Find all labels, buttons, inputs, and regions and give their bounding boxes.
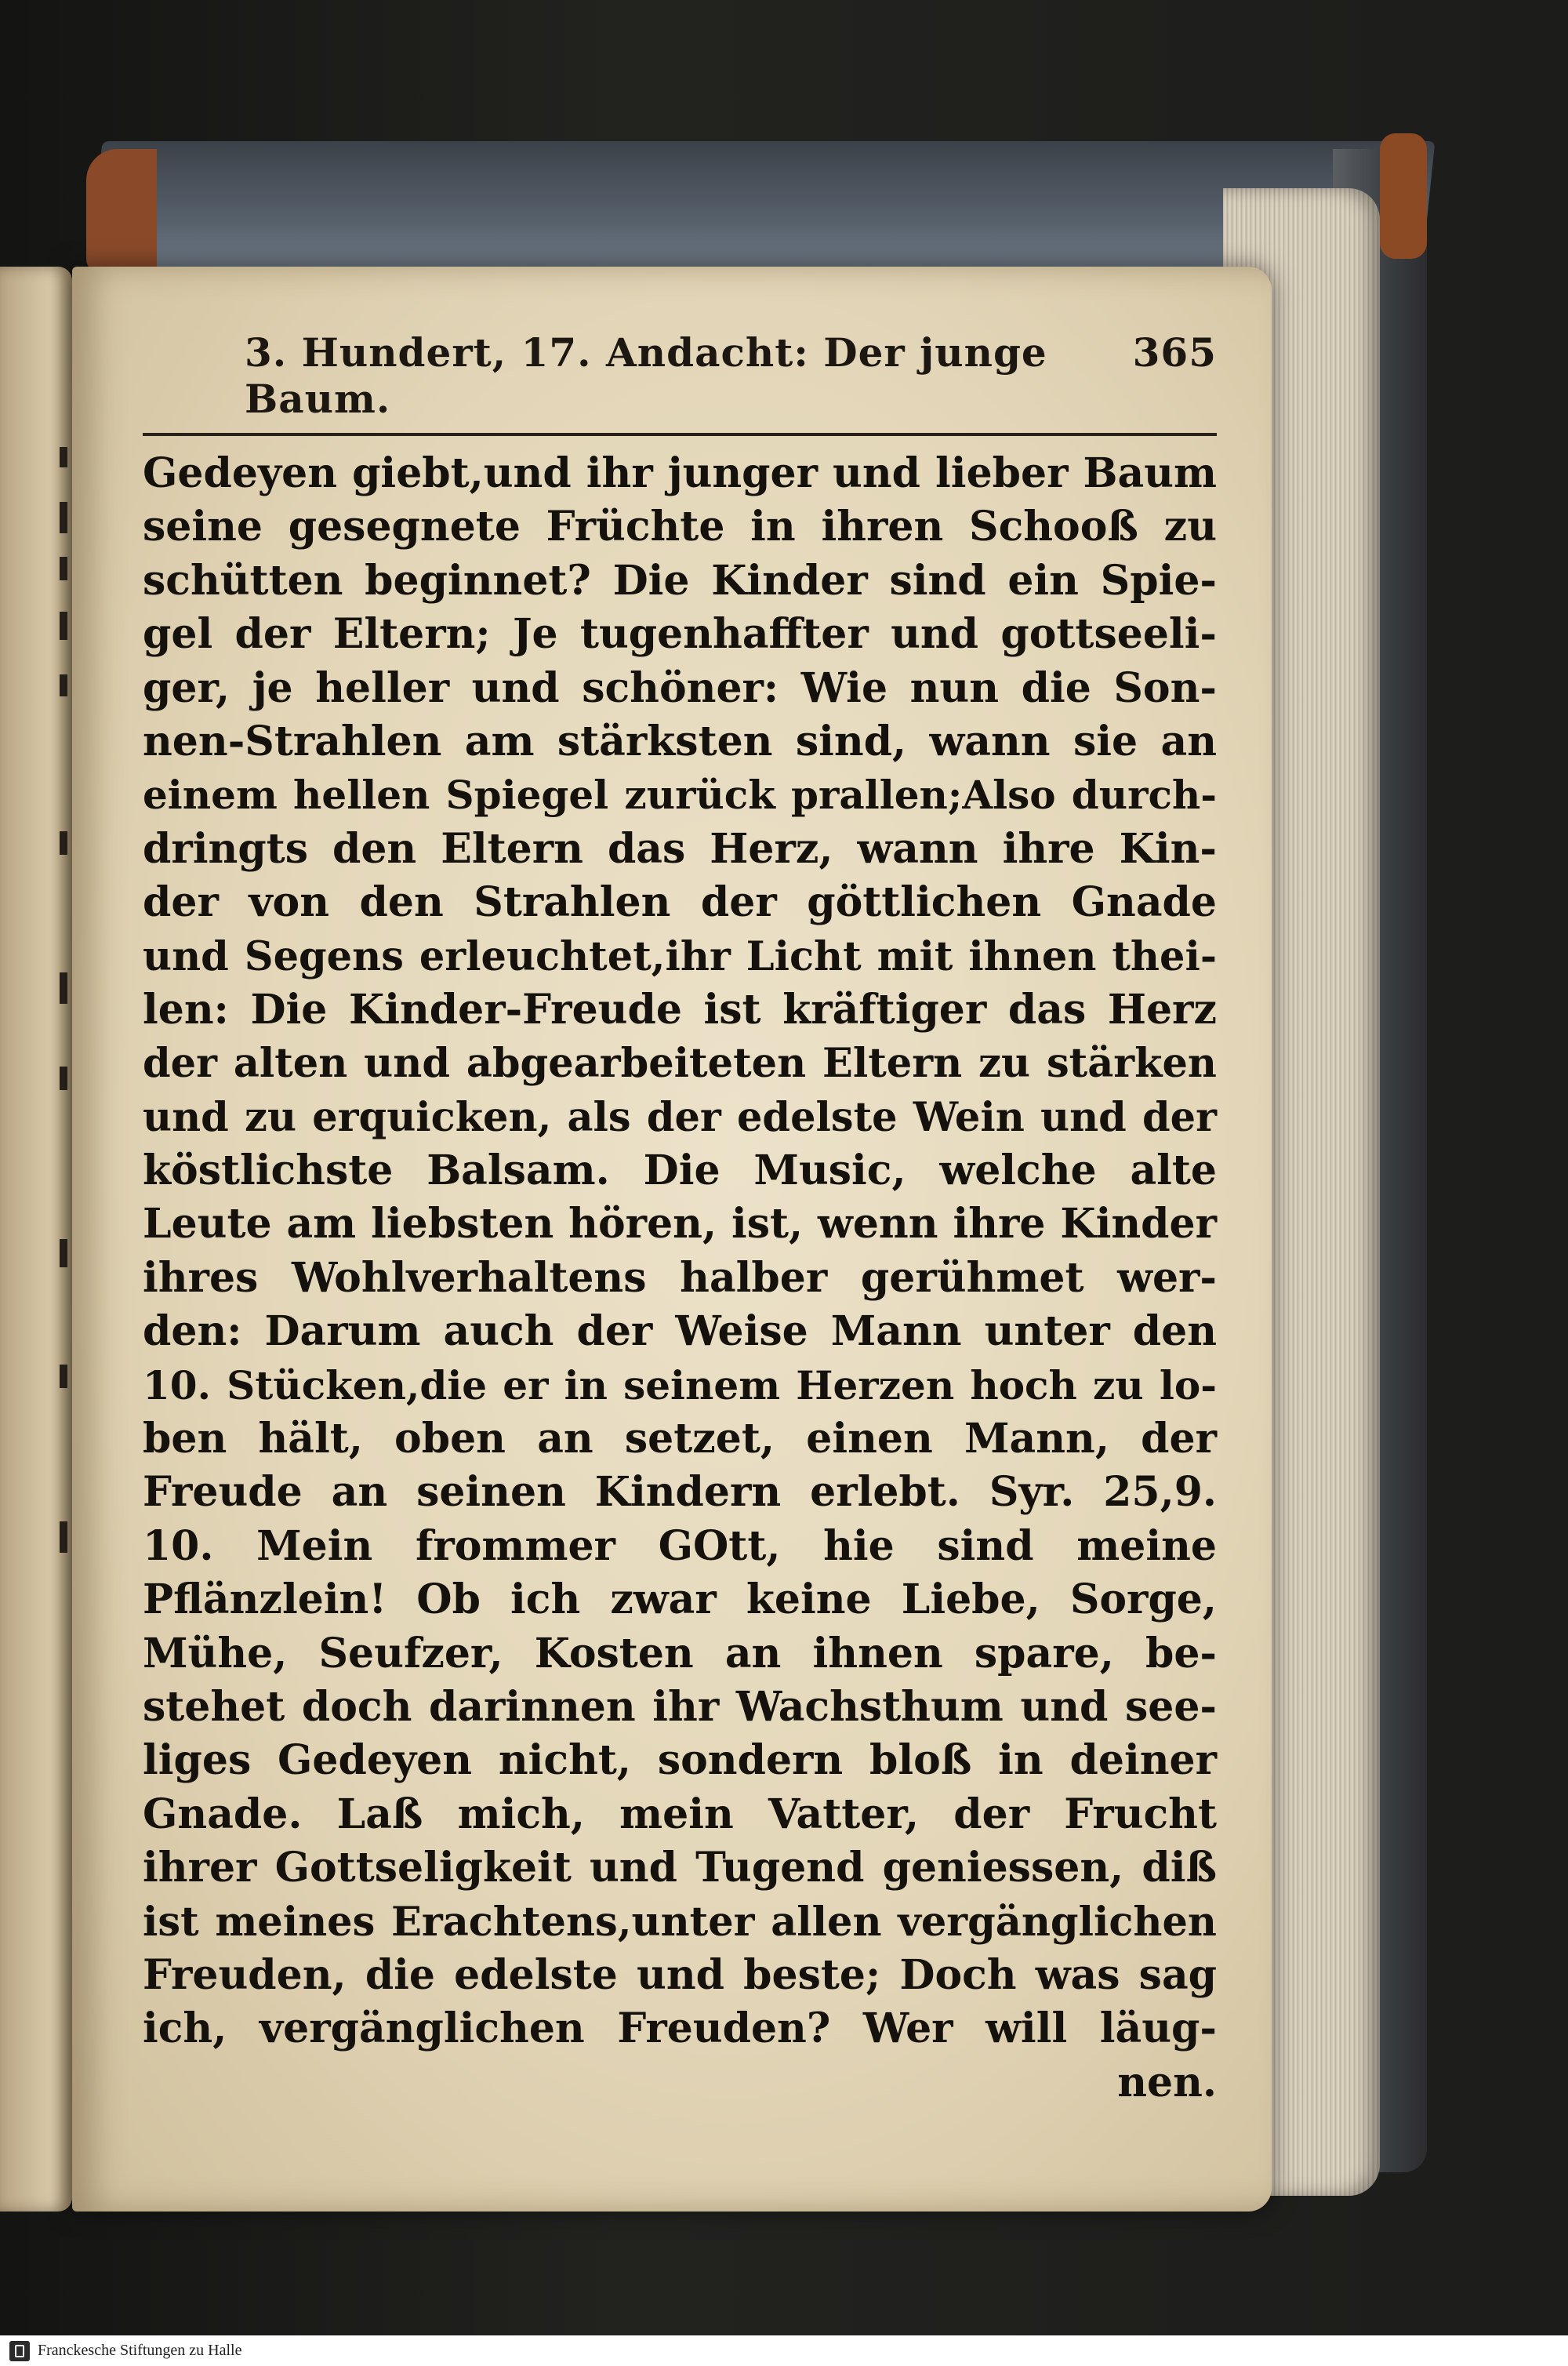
page-number: 365 — [1132, 329, 1217, 376]
text-line: Leute am liebsten hören, ist, wenn ihre Kinder — [143, 1200, 1217, 1248]
body-text — [143, 447, 1217, 2056]
text-line: einem hellen Spiegel zurück prallen;Also durch- — [143, 772, 1217, 819]
text-line: Pflänzlein! Ob ich zwar keine Liebe, Sorge, — [143, 1576, 1217, 1624]
footer-institution: Franckesche Stiftungen zu Halle — [38, 2342, 242, 2359]
previous-page-glyph — [60, 674, 67, 696]
header-rule — [143, 433, 1217, 436]
text-line: ger, je heller und schöner: Wie nun die Son- — [143, 663, 1217, 712]
running-head-title: 3. Hundert, 17. Andacht: Der junge Baum. — [245, 329, 1047, 422]
text-line: und zu erquicken, als der edelste Wein und der — [143, 1093, 1217, 1141]
running-head — [143, 329, 1217, 422]
previous-page-glyph — [60, 447, 67, 467]
previous-page-glyph — [60, 612, 67, 640]
text-line: Freude an seinen Kindern erlebt. Syr. 25,9. — [143, 1468, 1217, 1517]
text-line: schütten beginnet? Die Kinder sind ein Spie- — [143, 556, 1217, 605]
text-line: Gedeyen giebt,und ihr junger und lieber Baum — [143, 449, 1217, 497]
text-line: ich, vergänglichen Freuden? Wer will läug- — [143, 2004, 1217, 2053]
previous-page-glyph — [60, 1365, 67, 1388]
previous-page-glyph — [60, 1521, 67, 1553]
text-line: Gnade. Laß mich, mein Vatter, der Frucht — [143, 1790, 1217, 1838]
previous-page-glyph — [60, 557, 67, 580]
text-line: ist meines Erachtens,unter allen vergänglichen — [143, 1898, 1217, 1946]
text-line: und Segens erleuchtet,ihr Licht mit ihnen thei- — [143, 932, 1217, 980]
catchword: nen. — [1117, 2058, 1217, 2106]
text-line: stehet doch darinnen ihr Wachsthum und see- — [143, 1682, 1217, 1731]
text-line: Mühe, Seufzer, Kosten an ihnen spare, be- — [143, 1629, 1217, 1677]
text-line: den: Darum auch der Weise Mann unter den — [143, 1307, 1217, 1356]
text-line: 10. Mein frommer GOtt, hie sind meine — [143, 1521, 1217, 1570]
previous-page-sliver — [0, 267, 72, 2212]
text-line: len: Die Kinder-Freude ist kräftiger das Herz — [143, 985, 1217, 1034]
text-line: 10. Stücken,die er in seinem Herzen hoch zu lo- — [143, 1361, 1217, 1408]
text-line: gel der Eltern; Je tugenhaffter und gottseeli- — [143, 610, 1217, 659]
book-cover-rust — [1380, 133, 1427, 259]
previous-page-glyph — [60, 972, 67, 1004]
text-line: der alten und abgearbeiteten Eltern zu stärken — [143, 1040, 1217, 1088]
book-page — [72, 267, 1272, 2212]
foundation-logo-icon — [9, 2341, 30, 2361]
footer-bar — [0, 2335, 1568, 2366]
previous-page-glyph — [60, 1239, 67, 1267]
text-line: liges Gedeyen nicht, sondern bloß in deiner — [143, 1736, 1217, 1785]
text-line: der von den Strahlen der göttlichen Gnade — [143, 878, 1217, 927]
page-content — [143, 329, 1217, 2110]
text-line: köstlichste Balsam. Die Music, welche alte — [143, 1147, 1217, 1195]
book-corner-rust — [86, 149, 157, 274]
text-line: nen-Strahlen am stärksten sind, wann sie an — [143, 717, 1217, 765]
text-line: seine gesegnete Früchte in ihren Schooß zu — [143, 503, 1217, 551]
text-line: Freuden, die edelste und beste; Doch was sag — [143, 1950, 1217, 1999]
text-line: ihrer Gottseligkeit und Tugend geniessen, diß — [143, 1844, 1217, 1892]
text-line: dringts den Eltern das Herz, wann ihre Kin- — [143, 824, 1217, 873]
previous-page-glyph — [60, 831, 67, 855]
text-line: ben hält, oben an setzet, einen Mann, der — [143, 1415, 1217, 1463]
text-line: ihres Wohlverhaltens halber gerühmet wer- — [143, 1253, 1217, 1302]
previous-page-glyph — [60, 502, 67, 533]
previous-page-glyph — [60, 1067, 67, 1090]
